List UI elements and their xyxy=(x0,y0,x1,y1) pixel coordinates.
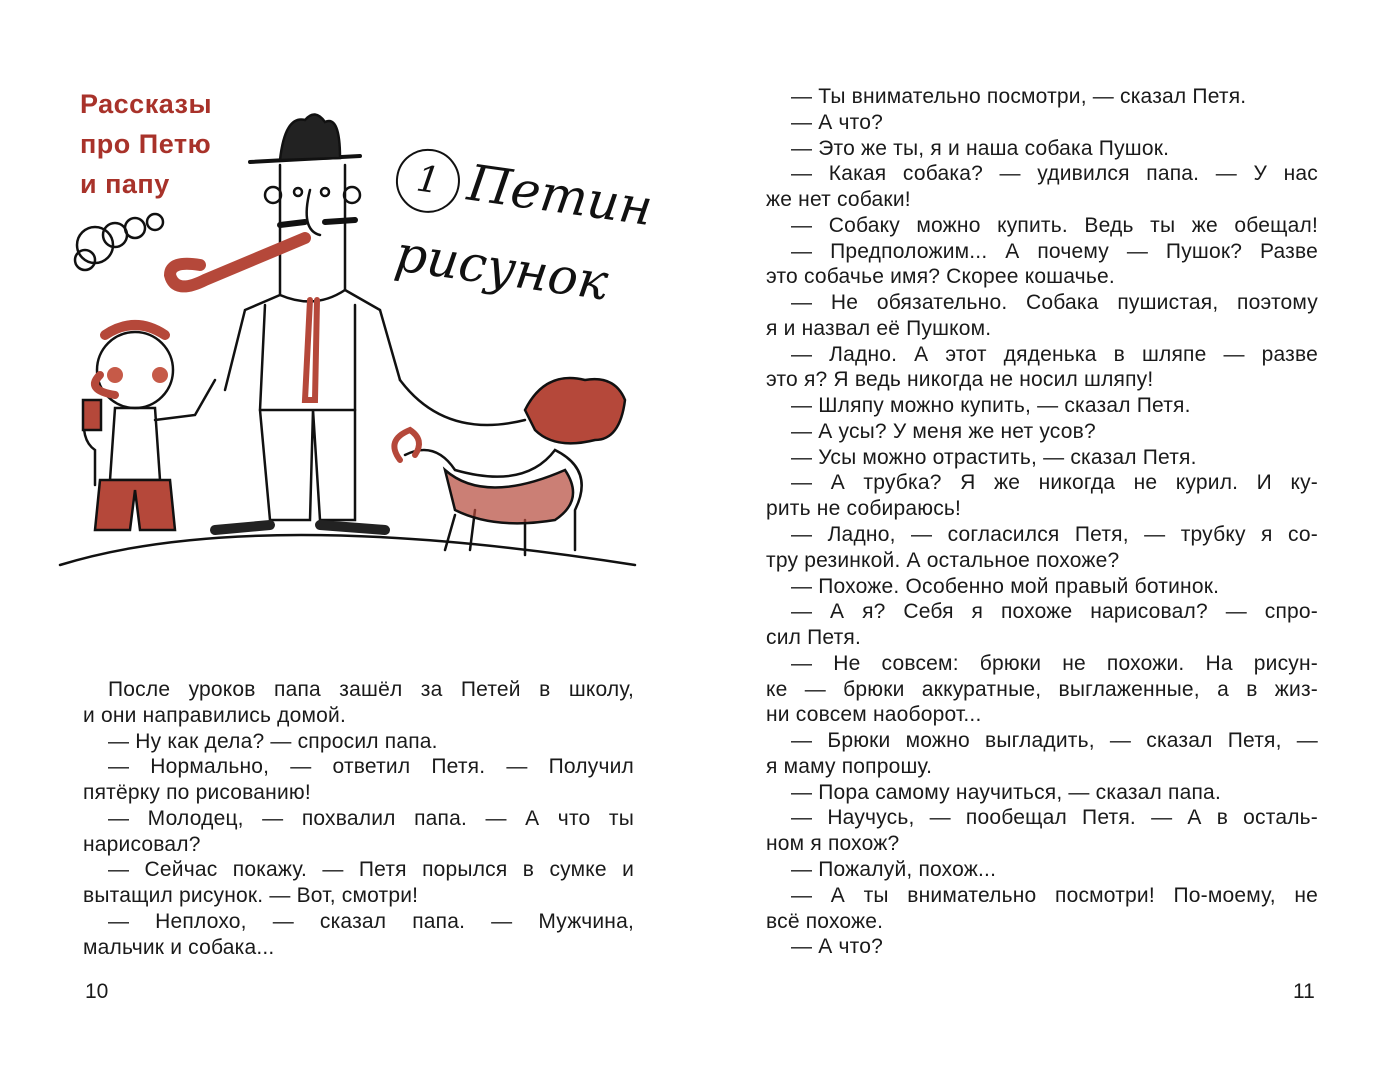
page-number: 11 xyxy=(1293,980,1315,1003)
text-line: — А что? xyxy=(791,935,883,959)
text-line: тру резинкой. А остальное похоже? xyxy=(766,548,1120,572)
text-line: вытащил рисунок. — Вот, смотри! xyxy=(83,884,419,908)
text-line: — Ладно. А этот дяденька в шляпе — разве xyxy=(791,342,1318,366)
text-line: — Предположим... А почему — Пушок? Разве xyxy=(791,239,1318,263)
text-line: — Сейчас покажу. — Петя порылся в сумке и xyxy=(108,858,634,882)
text-line: — Усы можно отрастить, — сказал Петя. xyxy=(791,445,1197,469)
text-line: ни совсем наоборот... xyxy=(766,703,982,727)
text-line: — Ну как дела? — спросил папа. xyxy=(108,729,438,753)
text-line: — Пора самому научиться, — сказал папа. xyxy=(791,780,1221,804)
text-line: — А усы? У меня же нет усов? xyxy=(791,419,1096,443)
text-line: это я? Я ведь никогда не носил шляпу! xyxy=(766,368,1154,392)
text-line: — Ладно, — согласился Петя, — трубку я со- xyxy=(791,523,1318,547)
text-line: это собачье имя? Скорее кошачье. xyxy=(766,265,1115,289)
text-line: — Нормально, — ответил Петя. — Получил xyxy=(108,755,634,779)
right-page xyxy=(698,0,1396,1080)
text-line: всё похоже. xyxy=(766,909,884,933)
text-line: мальчик и собака... xyxy=(83,935,275,959)
text-line: — А что? xyxy=(791,110,883,134)
smoke-icon xyxy=(75,214,163,270)
text-line: — А я? Себя я похоже нарисовал? — спро- xyxy=(791,600,1318,624)
text-line: — Брюки можно выгладить, — сказал Петя, — xyxy=(791,729,1318,753)
page-number: 10 xyxy=(85,980,109,1003)
text-line: ном я похож? xyxy=(766,832,900,856)
ground-line xyxy=(60,535,635,565)
text-line: нарисовал? xyxy=(83,832,201,856)
text-line: — Шляпу можно купить, — сказал Петя. xyxy=(791,394,1191,418)
chapter-title-line: Петин xyxy=(464,153,657,238)
body-text xyxy=(83,677,634,960)
text-line: После уроков папа зашёл за Петей в школу, xyxy=(108,678,634,701)
text-line: и они направились домой. xyxy=(83,703,346,727)
series-title-line: Рассказы xyxy=(80,89,213,119)
text-line: же нет собаки! xyxy=(766,188,911,212)
chapter-title-line: рисунок xyxy=(391,224,612,312)
text-line: я маму попрошу. xyxy=(766,754,933,778)
text-line: — Научусь, — пообещал Петя. — А в осталь- xyxy=(791,806,1318,830)
text-line: — Молодец, — похвалил папа. — А что ты xyxy=(108,806,634,830)
series-title-line: про Петю xyxy=(80,129,212,159)
text-line: — Не совсем: брюки не похожи. На рисун- xyxy=(791,651,1318,675)
text-line: сил Петя. xyxy=(766,626,862,650)
body-text xyxy=(766,84,1318,960)
text-line: рить не собираюсь! xyxy=(766,497,962,521)
text-line: — Похоже. Особенно мой правый ботинок. xyxy=(791,574,1220,598)
text-line: — А ты внимательно посмотри! По-моему, не xyxy=(791,883,1318,907)
text-line: — Неплохо, — сказал папа. — Мужчина, xyxy=(108,909,634,933)
text-line: — А трубка? Я же никогда не курил. И ку- xyxy=(791,471,1318,495)
text-line: — Какая собака? — удивился папа. — У нас xyxy=(791,162,1318,186)
chapter-number: 1 xyxy=(392,145,464,217)
text-line: — Пожалуй, похож... xyxy=(791,857,997,881)
text-line: — Это же ты, я и наша собака Пушок. xyxy=(791,136,1170,160)
text-line: я и назвал её Пушком. xyxy=(766,316,992,340)
text-line: — Собаку можно купить. Ведь ты же обещал! xyxy=(791,213,1318,237)
text-line: пятёрку по рисованию! xyxy=(83,781,311,805)
text-line: — Не обязательно. Собака пушистая, поэтому xyxy=(791,291,1318,315)
series-title-line: и папу xyxy=(80,169,170,199)
text-line: ке — брюки аккуратные, выглаженные, а в жиз- xyxy=(766,677,1318,701)
text-line: — Ты внимательно посмотри, — сказал Петя. xyxy=(791,85,1247,108)
